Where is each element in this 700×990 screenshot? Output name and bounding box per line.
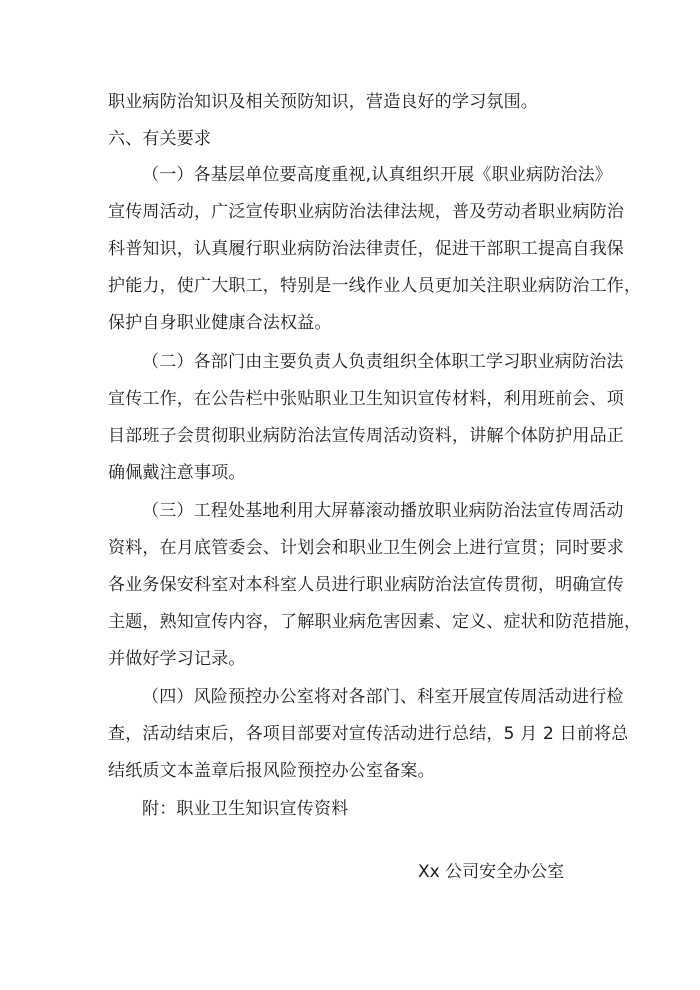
- paragraph-2-line-3: 目部班子会贯彻职业病防治法宣传周活动资料，讲解个体防护用品正: [108, 426, 624, 446]
- paragraph-3-line-2: 资料，在月底管委会、计划会和职业卫生例会上进行宣贯；同时要求: [108, 538, 624, 558]
- paragraph-1-line-2: 宣传周活动，广泛宣传职业病防治法律法规，普及劳动者职业病防治: [108, 202, 624, 222]
- paragraph-3-line-5: 并做好学习记录。: [108, 649, 246, 669]
- paragraph-2-line-2: 宣传工作，在公告栏中张贴职业卫生知识宣传材料，利用班前会、项: [108, 389, 624, 409]
- paragraph-4-line-2: 查，活动结束后，各项目部要对宣传活动进行总结，5 月 2 日前将总: [108, 724, 629, 744]
- paragraph-3-line-4: 主题，熟知宣传内容，了解职业病危害因素、定义、症状和防范措施，: [108, 612, 642, 632]
- paragraph-1-line-5: 保护自身职业健康合法权益。: [108, 313, 332, 333]
- paragraph-4-line-1: （四）风险预控办公室将对各部门、科室开展宣传周活动进行检: [142, 687, 624, 707]
- paragraph-1-line-1: （一）各基层单位要高度重视,认真组织开展《职业病防治法》: [142, 165, 613, 185]
- section-heading: 六、有关要求: [108, 129, 212, 149]
- attachment-line: 附：职业卫生知识宣传资料: [142, 799, 349, 819]
- paragraph-2-line-4: 确佩戴注意事项。: [108, 463, 246, 483]
- paragraph-3-line-1: （三）工程处基地利用大屏幕滚动播放职业病防治法宣传周活动: [142, 501, 624, 521]
- intro-tail-line: 职业病防治知识及相关预防知识，营造良好的学习氛围。: [108, 92, 538, 112]
- paragraph-3-line-3: 各业务保安科室对本科室人员进行职业病防治法宣传贯彻，明确宣传: [108, 575, 624, 595]
- paragraph-1-line-4: 护能力，使广大职工，特别是一线作业人员更加关注职业病防治工作，: [108, 276, 642, 296]
- paragraph-1-line-3: 科普知识，认真履行职业病防治法律责任，促进干部职工提高自我保: [108, 239, 624, 259]
- paragraph-2-line-1: （二）各部门由主要负责人负责组织全体职工学习职业病防治法: [142, 352, 624, 372]
- signature-organization: Xx 公司安全办公室: [418, 862, 565, 882]
- paragraph-4-line-3: 结纸质文本盖章后报风险预控办公室备案。: [108, 761, 435, 781]
